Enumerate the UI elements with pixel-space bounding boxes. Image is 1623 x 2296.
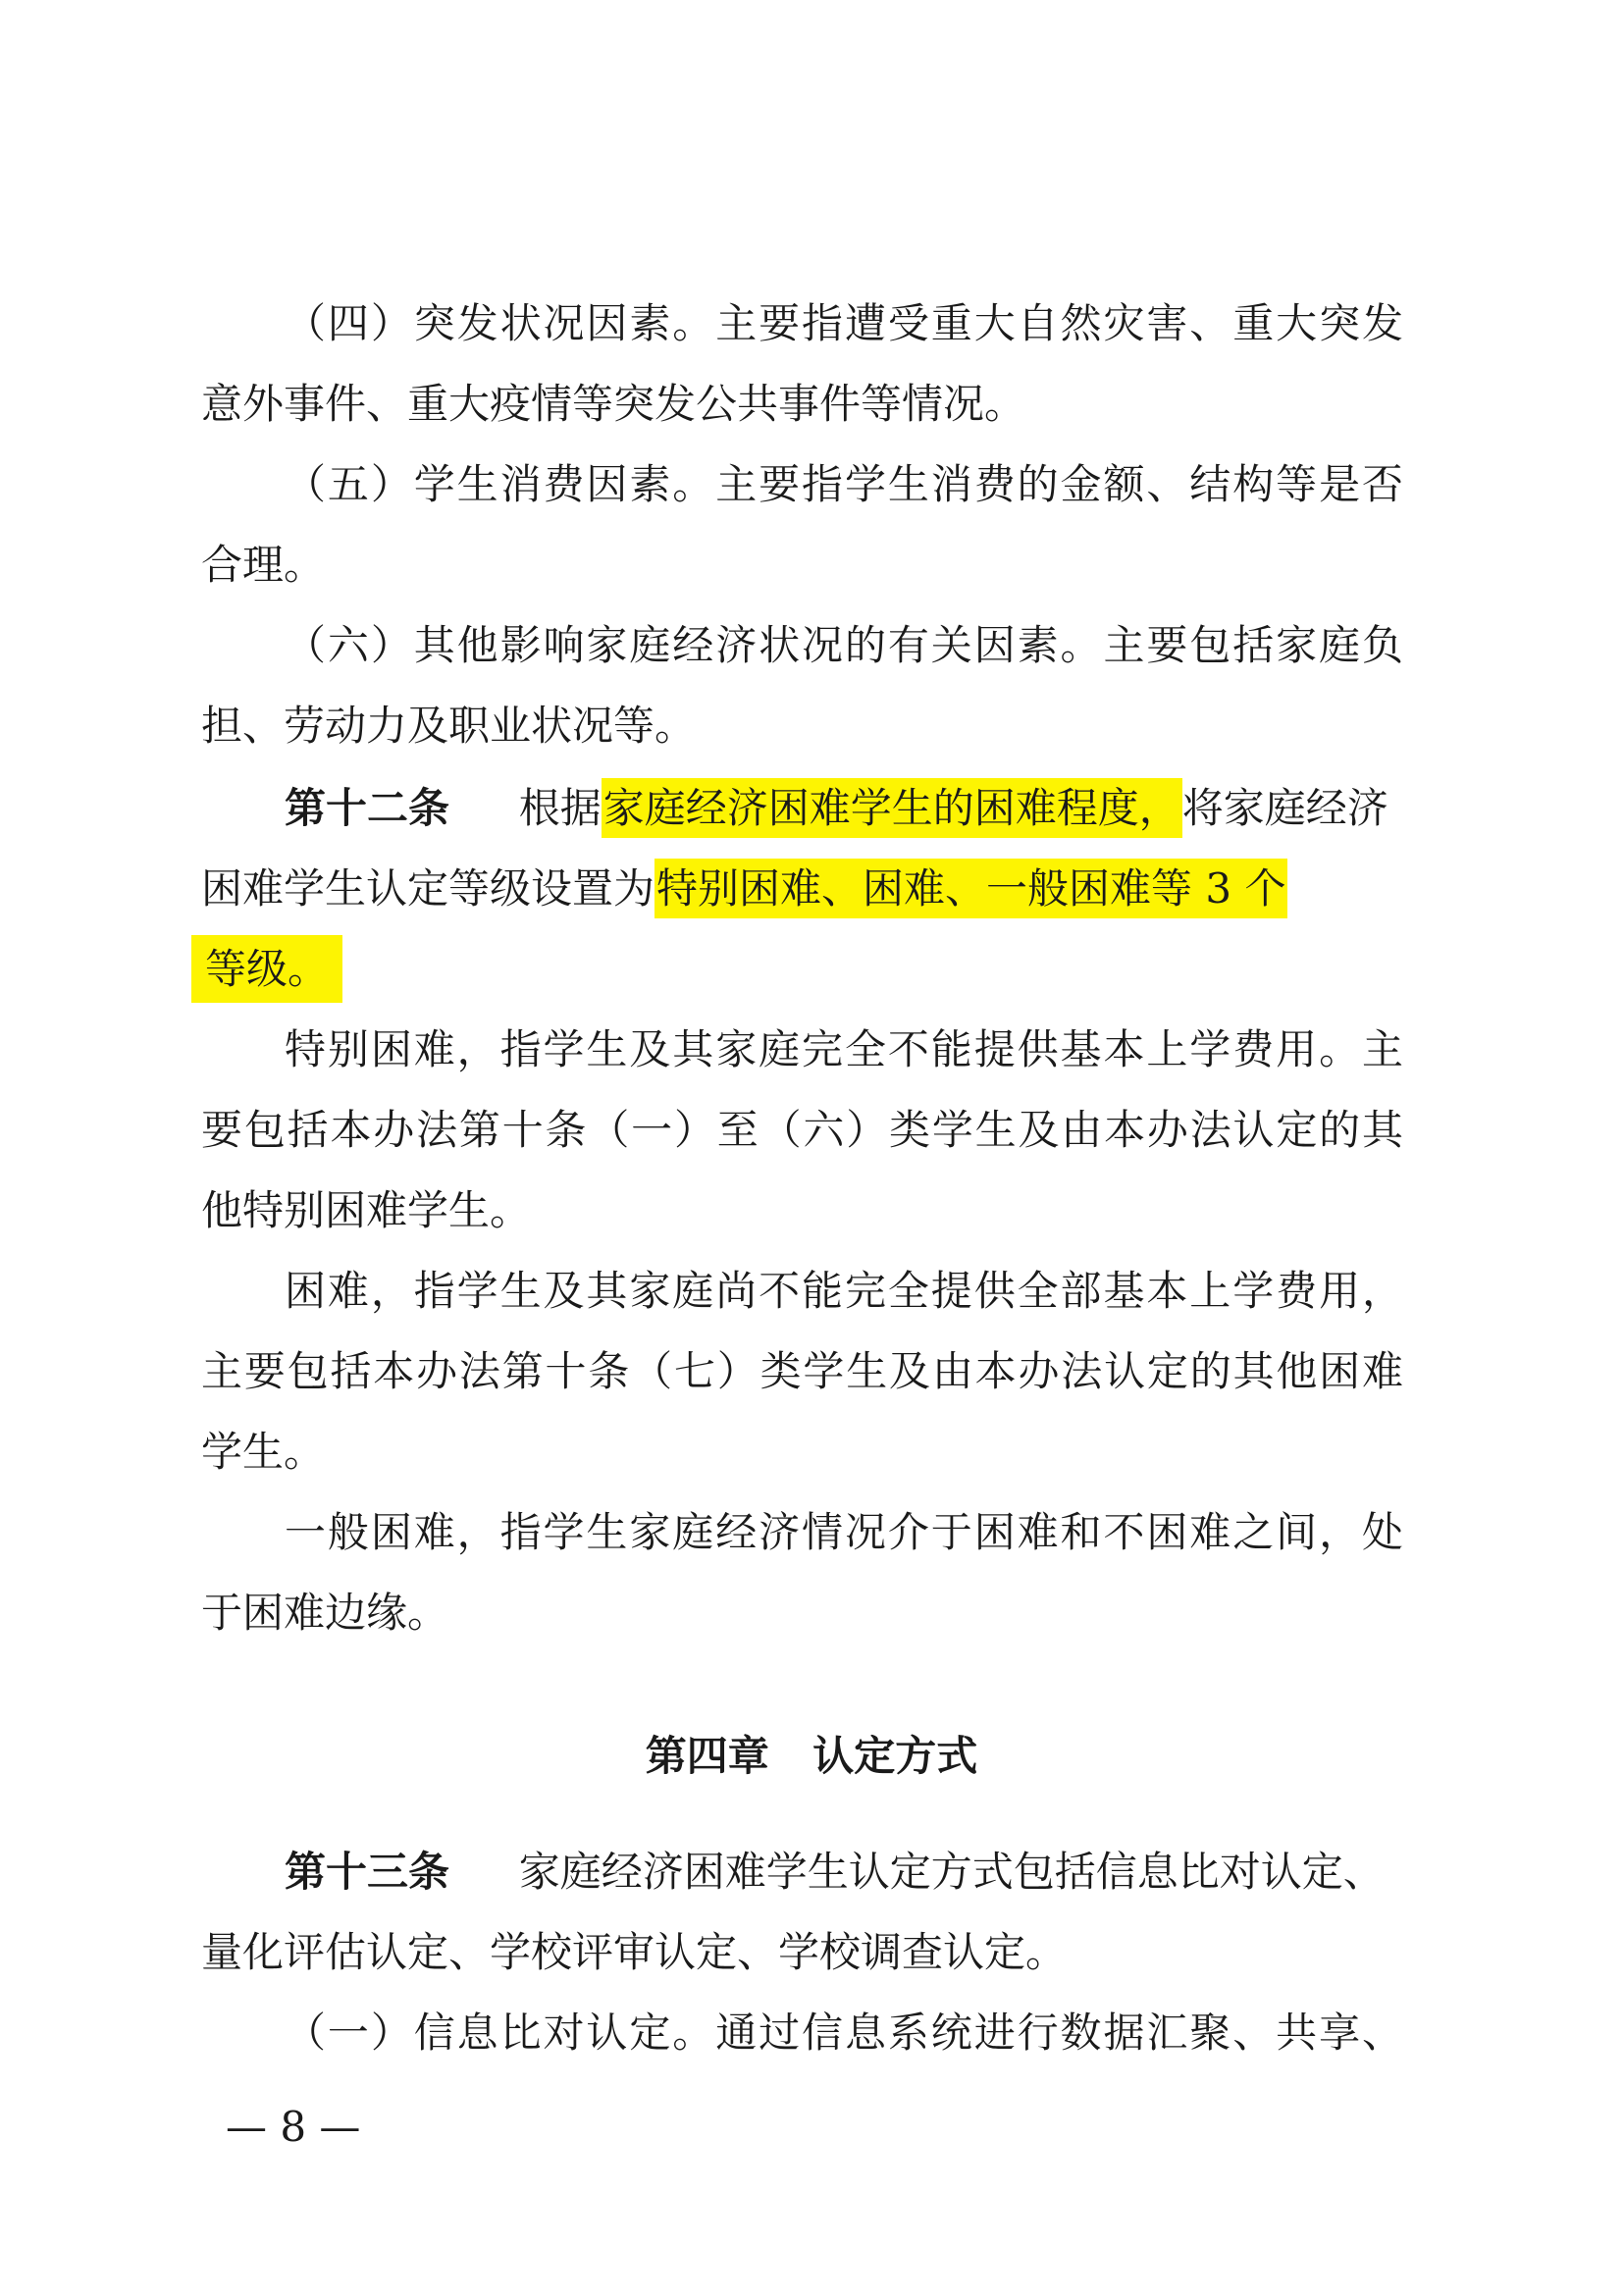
article-13-line-1 [285,1843,1403,1902]
highlighted-text: 等级。 [191,935,342,1003]
page-number: — 8 — [226,2103,361,2151]
paragraph-line: 量化评估认定、学校评审认定、学校调查认定。 [201,1928,1068,1976]
paragraph-line: 于困难边缘。 [201,1589,449,1637]
chapter-heading: 第四章 认定方式 [645,1732,978,1780]
text-span: 根据 [518,784,602,832]
paragraph-line: （六）其他影响家庭经济状况的有关因素。主要包括家庭负 [285,621,1403,669]
text-span: 困难学生认定等级设置为 [201,864,655,913]
highlighted-text: 特别困难、困难、一般困难等 3 个 [654,859,1287,918]
text-span: 将家庭经济 [1181,784,1388,832]
paragraph-line: 要包括本办法第十条（一）至（六）类学生及由本办法认定的其 [201,1106,1403,1154]
paragraph-line: 担、劳动力及职业状况等。 [201,702,697,750]
paragraph-line: 意外事件、重大疫情等突发公共事件等情况。 [201,380,1026,428]
article-13-label: 第十三条 [285,1848,450,1896]
article-12-line-1 [285,779,1403,838]
article-12-line-3 [191,940,1393,999]
article-12-label: 第十二条 [285,784,450,832]
text-span: 家庭经济困难学生认定方式包括信息比对认定、 [518,1848,1385,1896]
highlighted-text: 家庭经济困难学生的困难程度， [602,778,1182,838]
paragraph-line: 合理。 [201,541,326,589]
paragraph-line: （五）学生消费因素。主要指学生消费的金额、结构等是否 [285,460,1403,508]
paragraph-line: （一）信息比对认定。通过信息系统进行数据汇聚、共享、 [285,2009,1403,2057]
article-12-line-2 [201,860,1403,918]
paragraph-line: 特别困难，指学生及其家庭完全不能提供基本上学费用。主 [285,1025,1403,1073]
paragraph-line: 他特别困难学生。 [201,1186,532,1234]
paragraph-line: （四）突发状况因素。主要指遭受重大自然灾害、重大突发 [285,299,1403,347]
paragraph-line: 学生。 [201,1428,326,1476]
paragraph-line: 主要包括本办法第十条（七）类学生及由本办法认定的其他困难 [201,1347,1403,1395]
paragraph-line: 一般困难，指学生家庭经济情况介于困难和不困难之间，处 [285,1508,1403,1556]
paragraph-line: 困难，指学生及其家庭尚不能完全提供全部基本上学费用， [285,1267,1403,1315]
